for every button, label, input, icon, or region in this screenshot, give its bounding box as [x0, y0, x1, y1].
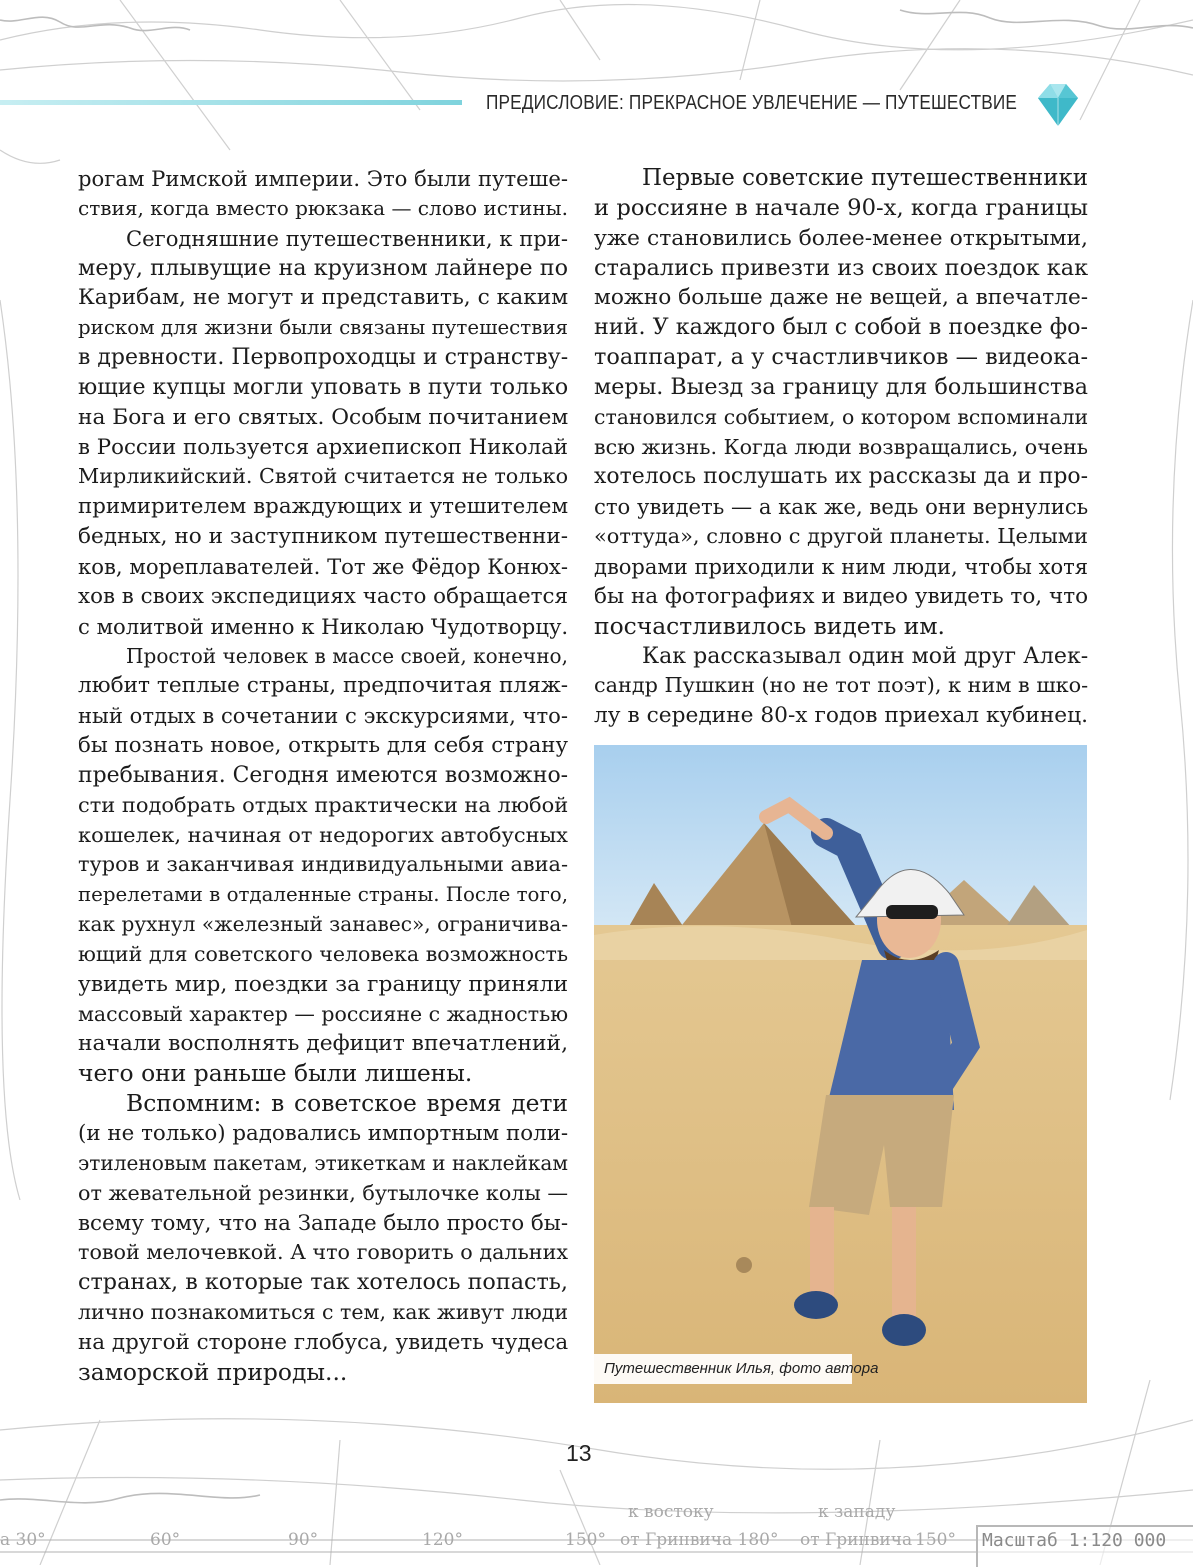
text-line: бы на фотографиях и видео увидеть то, что — [594, 583, 1089, 609]
text-line: лу в середине 80-х годов приехал кубинец. — [594, 703, 1088, 729]
text-line: Карибам, не могут и представить, с каким — [78, 285, 569, 311]
text-line: Мирликийский. Святой считается не только — [78, 464, 569, 489]
text-line: ствия, когда вместо рюкзака — слово истины. — [78, 195, 568, 220]
running-header-title: ПРЕДИСЛОВИЕ: ПРЕКРАСНОЕ УВЛЕЧЕНИЕ — ПУТЕШЕСТВИЕ — [486, 92, 1018, 114]
text-line: сти подобрать отдых практически на любой — [78, 792, 569, 817]
text-line: Простой человек в массе своей, конечно, — [126, 643, 568, 668]
text-line: ющие купцы могли уповать в пути только — [78, 374, 569, 400]
text-line: сандр Пушкин (но не тот поэт), к ним в шко- — [594, 673, 1089, 698]
text-line: меры. Выезд за границу для большинства — [594, 373, 1088, 400]
text-line: ющий для советского человека возможность — [78, 941, 568, 966]
text-line: сто увидеть — а как же, ведь они вернулись — [594, 494, 1089, 520]
map-longitude-label: 90° — [288, 1530, 319, 1550]
text-line: в России пользуется архиепископ Николай — [78, 434, 568, 460]
text-line: бы познать новое, открыть для себя страну — [78, 733, 568, 759]
text-line: и россияне в начале 90-х, когда границы — [594, 194, 1088, 221]
text-line: хотелось послушать их рассказы да и про- — [594, 464, 1088, 490]
text-line: примирителем враждующих и утешителем — [78, 494, 569, 520]
text-line: тоаппарат, а у счастливчиков — видеока- — [594, 344, 1088, 371]
text-line: любит теплые страны, предпочитая пляж- — [78, 673, 569, 699]
text-line: перелетами в отдаленные страны. После того, — [78, 883, 568, 907]
map-longitude-label: 60° — [150, 1530, 181, 1550]
text-line: с молитвой именно к Николаю Чудотворцу. — [78, 613, 569, 639]
text-line: меру, плывущие на круизном лайнере по — [78, 254, 568, 281]
text-line: (и не только) радовались импортным поли- — [78, 1121, 569, 1146]
text-line: ков, мореплавателей. Тот же Фёдор Конюх- — [78, 553, 568, 579]
text-line: Сегодняшние путешественники, к при- — [126, 225, 568, 251]
map-longitude-label: от Гринвича 180° — [620, 1530, 779, 1550]
map-label-west: к западу — [818, 1502, 896, 1522]
text-line: становился событием, о котором вспоминали — [594, 404, 1089, 429]
text-line: можно больше даже не вещей, а впечатле- — [594, 285, 1089, 311]
map-scale-label: Масштаб 1:120 000 — [982, 1530, 1167, 1551]
text-line: увидеть мир, поездки за границу приняли — [78, 971, 569, 997]
text-line: посчастливилось видеть им. — [594, 611, 945, 640]
boy-at-pyramids-photo — [594, 745, 1087, 1403]
text-line: дворами приходили к ним люди, чтобы хотя — [594, 553, 1088, 579]
map-label-east: к востоку — [628, 1502, 714, 1522]
text-line: «оттуда», словно с другой планеты. Целыми — [594, 524, 1088, 549]
text-line: всему тому, что на Западе было просто бы- — [78, 1210, 569, 1236]
photo-caption: Путешественник Илья, фото автора — [594, 1354, 852, 1384]
left-text-column — [78, 164, 568, 1388]
text-line: этиленовым пакетам, этикеткам и наклейкам — [78, 1150, 568, 1175]
text-line: Первые советские путешественники — [642, 165, 1089, 191]
map-longitude-label: а 30° — [0, 1530, 46, 1550]
map-longitude-label: 120° — [422, 1530, 463, 1550]
text-line: товой мелочевкой. А что говорить о дальних — [78, 1240, 569, 1265]
text-line: ний. У каждого был с собой в поездке фо- — [594, 314, 1088, 341]
text-line: от жевательной резинки, бутылочке колы — — [78, 1180, 569, 1205]
text-line: пребывания. Сегодня имеются возможно- — [78, 762, 569, 788]
text-line: туров и заканчивая индивидуальными авиа- — [78, 852, 568, 877]
text-line: Как рассказывал один мой друг Алек- — [642, 643, 1089, 669]
text-line: хов в своих экспедициях часто обращается — [78, 583, 568, 609]
text-line: на другой стороне глобуса, увидеть чудеса — [78, 1329, 569, 1355]
map-longitude-label: от Гринвича — [800, 1530, 913, 1550]
text-line: странах, в которые так хотелось попасть, — [78, 1269, 568, 1296]
text-line: ный отдых в сочетании с экскурсиями, что- — [78, 703, 568, 729]
text-line: начали восполнять дефицит впечатлений, — [78, 1031, 568, 1057]
text-line: Вспомним: в советское время дети — [126, 1089, 568, 1118]
text-line: риском для жизни были связаны путешествия — [78, 316, 568, 340]
page-number: 13 — [566, 1440, 592, 1466]
text-line: чего они раньше были лишены. — [78, 1059, 473, 1088]
text-line: уже становились более-менее открытыми, — [594, 225, 1088, 251]
diamond-gem-icon — [1030, 80, 1086, 130]
text-line: рогам Римской империи. Это были путеше- — [78, 166, 568, 191]
header-accent-line — [0, 100, 462, 105]
map-longitude-label: 150° — [915, 1530, 956, 1550]
text-line: на Бога и его святых. Особым почитанием — [78, 404, 569, 430]
text-line: кошелек, начиная от недорогих автобусных — [78, 822, 568, 847]
text-line: лично познакомиться с тем, как живут люди — [78, 1300, 568, 1325]
text-line: массовый характер — россияне с жадностью — [78, 1001, 569, 1026]
text-line: бедных, но и заступником путешественни- — [78, 524, 568, 550]
text-line: в древности. Первопроходцы и странству- — [78, 345, 569, 371]
text-line: как рухнул «железный занавес», ограничива- — [78, 912, 568, 937]
text-line: старались привезти из своих поездок как — [594, 254, 1089, 281]
text-line: всю жизнь. Когда люди возвращались, очень — [594, 434, 1088, 459]
text-line: заморской природы... — [78, 1357, 348, 1386]
map-longitude-label: 150° — [565, 1530, 606, 1550]
right-text-column — [594, 164, 1088, 731]
